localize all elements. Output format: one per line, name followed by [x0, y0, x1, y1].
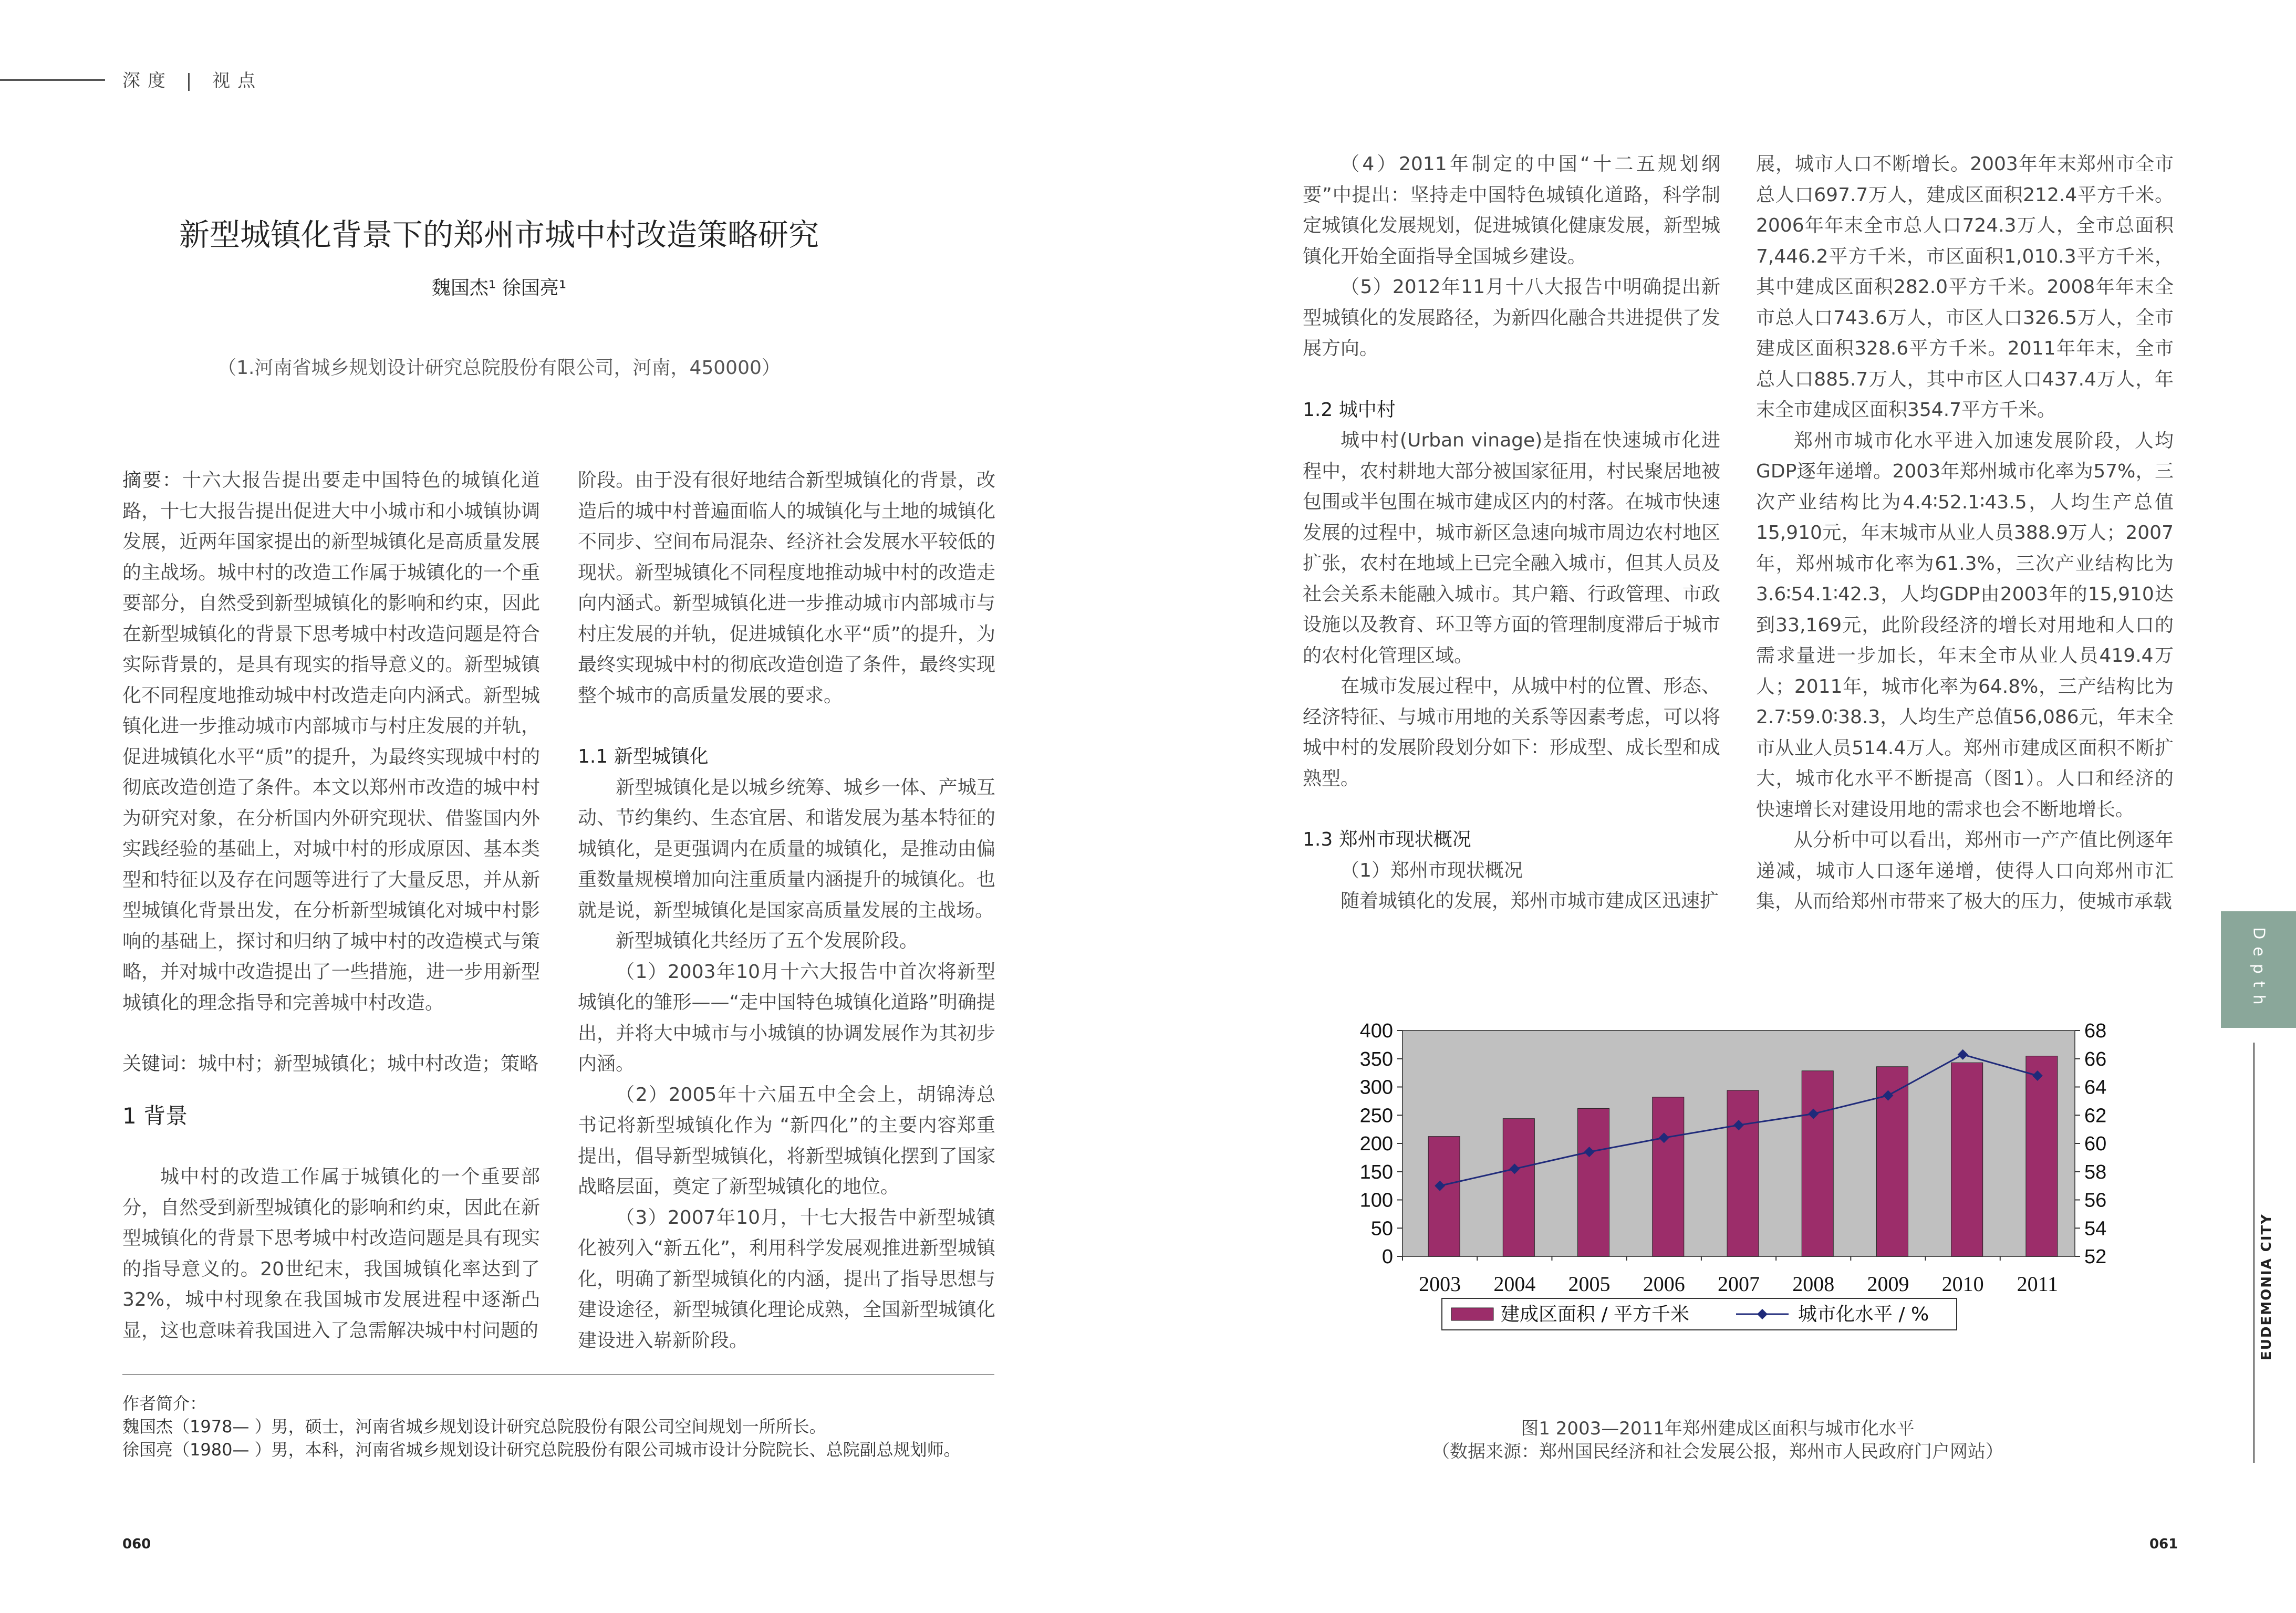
bar-2003 — [1428, 1137, 1460, 1256]
right-axis-tick-label: 56 — [2084, 1189, 2107, 1212]
paragraph: （2）2005年十六届五中全会上，胡锦涛总书记将新型城镇化作为 “新四化”的主要内容郑重提出，倡导新型城镇化，将新型城镇化摆到了国家战略层面，奠定了新型城镇化的地位。 — [578, 1084, 995, 1198]
left-axis-tick-label: 50 — [1370, 1217, 1393, 1240]
right-axis-tick-label: 62 — [2084, 1105, 2107, 1127]
section-header: 深度 | 视点 — [122, 70, 263, 91]
page-number-left: 060 — [122, 1536, 151, 1552]
x-axis-tick-label: 2010 — [1941, 1272, 1984, 1296]
section-1-heading: 1 背景 — [122, 1102, 188, 1129]
article-title: 新型城镇化背景下的郑州市城中村改造策略研究 — [179, 217, 819, 253]
x-axis-tick-label: 2007 — [1718, 1272, 1760, 1296]
legend-bar-label: 建成区面积 / 平方千米 — [1501, 1304, 1690, 1325]
bar-2011 — [2026, 1056, 2058, 1256]
author-footnote — [122, 1392, 994, 1461]
legend-line-label: 城市化水平 / % — [1798, 1304, 1929, 1325]
journal-brand: EUDEMONIA CITY — [2259, 1213, 2274, 1360]
bar-2008 — [1802, 1071, 1833, 1256]
legend-bar-swatch — [1451, 1308, 1493, 1320]
right-axis-tick-label: 64 — [2084, 1076, 2107, 1099]
right-axis-tick-label: 68 — [2084, 1020, 2107, 1042]
column-1 — [122, 465, 540, 1346]
side-section-tab — [2221, 911, 2296, 1028]
article-affiliation: （1.河南省城乡规划设计研究总院股份有限公司，河南，450000） — [217, 357, 781, 379]
paragraph: （5）2012年11月十八大报告中明确提出新型城镇化的发展路径，为新四化融合共进提供了发展方向。 — [1303, 276, 1720, 359]
section-1-1-heading: 1.1 新型城镇化 — [578, 746, 709, 767]
paragraph: 在城市发展过程中，从城中村的位置、形态、经济特征、与城市用地的关系等因素考虑，可以将城中村的发展阶段划分如下：形成型、成长型和成熟型。 — [1303, 675, 1720, 789]
left-axis-tick-label: 0 — [1381, 1246, 1393, 1268]
paragraph: 阶段。由于没有很好地结合新型城镇化的背景，改造后的城中村普遍面临人的城镇化与土地的城镇化不同步、空间布局混杂、经济社会发展水平较低的现状。新型城镇化不同程度地推动城中村的改造走向内涵式。新型城镇化进一步推动城市内部城市与村庄发展的并轨，促进城镇化水平“质”的提升，为最终实现城中村的彻底改造创造了条件，最终实现整个城市的高质量发展的要求。 — [578, 470, 995, 706]
left-axis-tick-label: 250 — [1359, 1105, 1393, 1127]
paragraph: （3）2007年10月，十七大报告中新型城镇化被列入“新五化”，利用科学发展观推进新型城镇化，明确了新型城镇化的内涵，提出了指导思想与建设途径，新型城镇化理论成熟，全国新型城镇化建设进入崭新阶段。 — [578, 1206, 995, 1351]
paragraph: 郑州市城市化水平进入加速发展阶段，人均GDP逐年递增。2003年郑州城市化率为57%，三次产业结构比为4.4∶52.1∶43.5，人均生产总值15,910元，年末城市从业人员388.9万人；2007年，郑州城市化率为61.3%，三次产业结构比为3.6∶54.1∶42.3，人均GDP由2003年的15,910达到33,169元，此阶段经济的增长对用地和人口的需求量进一步加长，年末全市从业人员419.4万人；2011年，城市化率为64.8%，三产结构比为2.7∶59.0∶38.3，人均生产总值56,086元，年末全市从业人员514.4万人。郑州市建成区面积不断扩大，城市化水平不断提高（图1）。人口和经济的快速增长对建设用地的需求也会不断地增长。 — [1756, 430, 2174, 820]
x-axis-tick-label: 2009 — [1867, 1272, 1909, 1296]
side-rule — [2253, 1043, 2255, 1463]
bar-2005 — [1578, 1108, 1609, 1256]
header-rule — [0, 79, 105, 81]
paragraph: 从分析中可以看出，郑州市一产产值比例逐年递减，城市人口逐年递增，使得人口向郑州市汇集，从而给郑州市带来了极大的压力，使城市承载 — [1756, 829, 2174, 912]
keywords-label: 关键词： — [122, 1053, 199, 1075]
paragraph: 新型城镇化共经历了五个发展阶段。 — [616, 930, 919, 952]
right-axis-tick-label: 60 — [2084, 1133, 2107, 1155]
x-axis-tick-label: 2004 — [1493, 1272, 1536, 1296]
x-axis-tick-label: 2005 — [1568, 1272, 1611, 1296]
x-axis-tick-label: 2008 — [1792, 1272, 1835, 1296]
right-axis-tick-label: 54 — [2084, 1217, 2107, 1240]
paragraph: （1）2003年10月十六大报告中首次将新型城镇化的雏形——“走中国特色城镇化道路”明确提出，并将大中城市与小城镇的协调发展作为其初步内涵。 — [578, 961, 995, 1075]
x-axis-tick-label: 2003 — [1419, 1272, 1461, 1296]
left-axis-tick-label: 400 — [1359, 1020, 1393, 1042]
page-number-right: 061 — [2149, 1536, 2178, 1552]
bar-2010 — [1951, 1063, 1983, 1256]
figure-1-chart — [1324, 1008, 2112, 1345]
left-axis-tick-label: 350 — [1359, 1048, 1393, 1070]
left-axis-tick-label: 150 — [1359, 1161, 1393, 1183]
paragraph: 展，城市人口不断增长。2003年年末郑州市全市总人口697.7万人，建成区面积212.4平方千米。2006年年末全市总人口724.3万人，全市总面积7,446.2平方千米，市区面积1,010.3平方千米，其中建成区面积282.0平方千米。2008年年末全市总人口743.6万人，市区人口326.5万人，全市建成区面积328.6平方千米。2011年年末，全市总人口885.7万人，其中市区人口437.4万人，年末全市建成区面积354.7平方千米。 — [1756, 153, 2174, 421]
x-axis-tick-label: 2006 — [1643, 1272, 1685, 1296]
x-axis-tick-label: 2011 — [2017, 1272, 2059, 1296]
column-2 — [578, 465, 995, 1356]
right-axis-tick-label: 66 — [2084, 1048, 2107, 1070]
figure-source: （数据来源：郑州国民经济和社会发展公报，郑州市人民政府门户网站） — [1432, 1441, 2003, 1462]
left-axis-tick-label: 200 — [1359, 1133, 1393, 1155]
paragraph: 城中村(Urban vinage)是指在快速城市化进程中，农村耕地大部分被国家征用，村民聚居地被包围或半包围在城市建成区内的村落。在城市快速发展的过程中，城市新区急速向城市周边农村地区扩张，农村在地域上已完全融入城市，但其人员及社会关系未能融入城市。其户籍、行政管理、市政设施以及教育、环卫等方面的管理制度滞后于城市的农村化管理区域。 — [1303, 430, 1720, 667]
paragraph: 新型城镇化是以城乡统筹、城乡一体、产城互动、节约集约、生态宜居、和谐发展为基本特征的城镇化，是更强调内在质量的城镇化，是推动由偏重数量规模增加向注重质量内涵提升的城镇化。也就是说，新型城镇化是国家高质量发展的主战场。 — [578, 776, 995, 921]
paragraph: 随着城镇化的发展，郑州市城市建成区迅速扩 — [1341, 890, 1719, 912]
footnote-author-1: 魏国杰（1978— ）男，硕士，河南省城乡规划设计研究总院股份有限公司空间规划一所所长。 — [122, 1417, 826, 1437]
figure-caption: 图1 2003—2011年郑州建成区面积与城市化水平 — [1521, 1418, 1915, 1439]
bar-2004 — [1503, 1119, 1534, 1256]
column-4 — [1756, 149, 2174, 918]
section-1-paragraph: 城中村的改造工作属于城镇化的一个重要部分，自然受到新型城镇化的影响和约束，因此在新型城镇化的背景下思考城中村改造问题是具有现实的指导意义的。20世纪末，我国城镇化率达到了32%，城中村现象在我国城市发展进程中逐渐凸显，这也意味着我国进入了急需解决城中村问题的 — [122, 1166, 540, 1341]
left-axis-tick-label: 300 — [1359, 1076, 1393, 1099]
paragraph: （4）2011年制定的中国“十二五规划纲要”中提出：坚持走中国特色城镇化道路，科学制定城镇化发展规划，促进城镇化健康发展，新型城镇化开始全面指导全国城乡建设。 — [1303, 153, 1720, 267]
right-axis-tick-label: 58 — [2084, 1161, 2107, 1183]
section-1-3-heading: 1.3 郑州市现状概况 — [1303, 829, 1471, 850]
right-axis-tick-label: 52 — [2084, 1246, 2107, 1268]
bar-2006 — [1653, 1097, 1684, 1256]
footnote-author-2: 徐国亮（1980— ）男，本科，河南省城乡规划设计研究总院股份有限公司城市设计分院院长、总院副总规划师。 — [122, 1440, 961, 1460]
keywords-text: 城中村；新型城镇化；城中村改造；策略 — [198, 1053, 539, 1075]
footnote-rule — [122, 1374, 994, 1375]
section-1-2-heading: 1.2 城中村 — [1303, 399, 1396, 421]
keywords — [122, 1049, 540, 1080]
abstract-text: 十六大报告提出要走中国特色的城镇化道路，十七大报告提出促进大中小城市和小城镇协调发展，近两年国家提出的新型城镇化是高质量发展的主战场。城中村的改造工作属于城镇化的一个重要部分，自然受到新型城镇化的影响和约束，因此在新型城镇化的背景下思考城中村改造问题是符合实际背景的，是具有现实的指导意义的。新型城镇化不同程度地推动城中村改造走向内涵式。新型城镇化进一步推动城市内部城市与村庄发展的并轨，促进城镇化水平“质”的提升，为最终实现城中村的彻底改造创造了条件。本文以郑州市改造的城中村为研究对象，在分析国内外研究现状、借鉴国内外实践经验的基础上，对城中村的形成原因、基本类型和特征以及存在问题等进行了大量反思，并从新型城镇化背景出发，在分析新型城镇化对城中村影响的基础上，探讨和归纳了城中村的改造模式与策略，并对城中改造提出了一些措施，进一步用新型城镇化的理念指导和完善城中村改造。 — [122, 470, 540, 1014]
bar-2007 — [1727, 1090, 1759, 1256]
article-authors: 魏国杰¹ 徐国亮¹ — [431, 277, 567, 299]
left-axis-tick-label: 100 — [1359, 1189, 1393, 1212]
subheading: （1）郑州市现状概况 — [1341, 859, 1523, 881]
footnote-title: 作者简介： — [122, 1393, 207, 1413]
abstract — [122, 465, 540, 1018]
side-tab-label: Depth — [2249, 927, 2268, 1012]
abstract-label: 摘要： — [122, 470, 182, 491]
column-3 — [1303, 149, 1720, 917]
